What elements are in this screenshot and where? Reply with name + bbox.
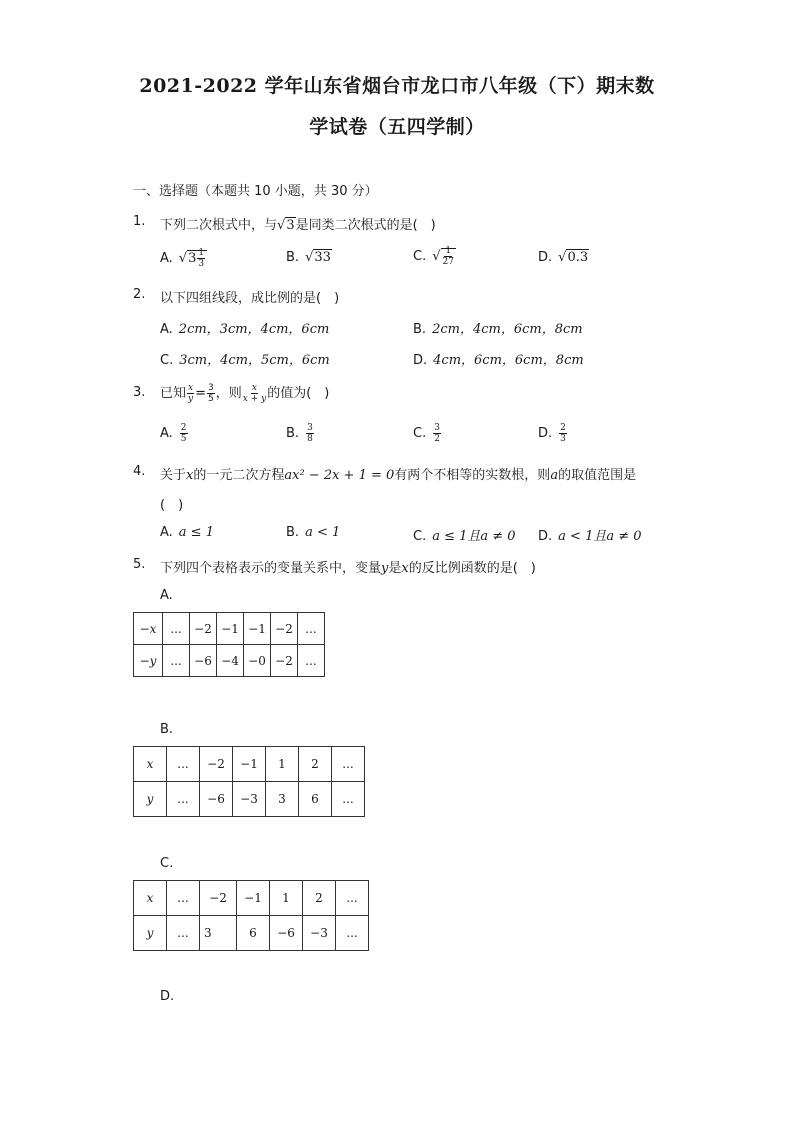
q2-option-d[interactable] [413, 349, 584, 368]
variable-x: x [401, 561, 409, 576]
question-text-mid: 是 [388, 561, 402, 576]
table-cell: −1 [244, 613, 271, 645]
fraction-3-over-5 [207, 383, 215, 404]
numerator: 3 [208, 383, 214, 393]
table-cell: −1 [217, 613, 244, 645]
q1-option-d[interactable] [538, 250, 589, 265]
option-label: D. [538, 529, 553, 544]
option-text: 3cm，4cm，5cm，6cm [179, 353, 330, 368]
question-4-line2: ( ) [160, 498, 184, 513]
question-number: 4. [133, 464, 146, 479]
q3-option-b[interactable] [286, 423, 315, 444]
question-text-pre: 关于 [160, 468, 187, 483]
option-text: a ≤ 1 [178, 525, 214, 540]
table-cell: ... [167, 782, 200, 817]
table-cell: 6 [237, 916, 270, 951]
table-cell: ... [167, 747, 200, 782]
sqrt-expression: √ $\frac{1}{27}$ [432, 246, 454, 267]
question-number: 2. [133, 287, 146, 302]
option-label: C. [413, 426, 427, 441]
q4-option-c[interactable] [413, 525, 516, 544]
option-label: C. [160, 856, 174, 871]
q3-option-a[interactable] [160, 423, 189, 444]
q4-option-b[interactable] [286, 525, 340, 540]
table-cell: 3 [200, 916, 237, 951]
option-label: A. [160, 251, 173, 266]
table-cell: ... [298, 613, 325, 645]
radicand [187, 248, 207, 269]
denominator: 2 [434, 434, 440, 444]
fraction [443, 246, 454, 267]
numerator: 1 [198, 248, 205, 258]
q1-option-c[interactable] [413, 246, 456, 267]
table-row [134, 916, 369, 951]
fraction-x-over-sum [243, 383, 266, 404]
option-label: B. [160, 722, 174, 737]
question-text-post: 的值为( ) [267, 386, 330, 401]
question-text [160, 382, 329, 404]
table-cell: 6 [299, 782, 332, 817]
table-cell: −2 [190, 613, 217, 645]
table-cell: −2 [271, 613, 298, 645]
numerator: 1 [445, 246, 452, 256]
fraction [180, 423, 188, 444]
fraction [306, 423, 314, 444]
question-text [160, 464, 636, 483]
numerator: x [251, 383, 257, 393]
q2-option-b[interactable] [413, 318, 583, 337]
denominator: 3 [198, 259, 205, 269]
exam-title-line2: 学试卷（五四学制） [309, 116, 485, 138]
question-text: 以下四组线段，成比例的是( ) [160, 291, 340, 306]
fraction [197, 248, 205, 269]
table-cell: −6 [270, 916, 303, 951]
table-cell: 1 [266, 747, 299, 782]
table-cell: −3 [303, 916, 336, 951]
table-cell: −2 [271, 645, 298, 677]
q2-option-c[interactable] [160, 349, 330, 368]
table-cell: ... [336, 916, 369, 951]
question-text [160, 557, 536, 576]
question-number: 3. [133, 385, 146, 400]
numerator: 2 [560, 423, 566, 433]
table-cell: x [134, 747, 167, 782]
option-label: C. [160, 353, 174, 368]
table-cell: 3 [266, 782, 299, 817]
option-label: B. [413, 322, 427, 337]
q5-option-a[interactable] [160, 588, 179, 603]
q5-option-d[interactable] [160, 989, 180, 1004]
radicand: 3 [286, 218, 295, 233]
option-label: A. [160, 588, 173, 603]
exam-title-line1: 2021-2022 学年山东省烟台市龙口市八年级（下）期末数 [139, 75, 655, 97]
table-cell: ... [298, 645, 325, 677]
question-text-pre: 下列四个表格表示的变量关系中，变量 [160, 561, 382, 576]
question-text-pre: 已知 [160, 386, 187, 401]
option-label: A. [160, 426, 173, 441]
radicand: 0.3 [567, 250, 589, 265]
option-label: B. [286, 525, 300, 540]
fraction-x-over-y [187, 383, 194, 404]
option-label: D. [538, 250, 553, 265]
table-cell: ... [163, 613, 190, 645]
numerator: x [188, 383, 194, 393]
section-heading: 一、选择题（本题共 10 小题，共 30 分） [133, 184, 378, 199]
table-cell: −1 [237, 881, 270, 916]
table-row [134, 613, 325, 645]
table-cell: 2 [299, 747, 332, 782]
equals-sign: = [195, 386, 206, 401]
option-label: B. [286, 426, 300, 441]
denominator: 5 [208, 394, 214, 404]
table-cell: −4 [217, 645, 244, 677]
option-label: C. [413, 529, 427, 544]
table-cell: x [134, 881, 167, 916]
sqrt-expression: √0.3 [558, 250, 589, 265]
table-cell: −x [134, 613, 163, 645]
numerator: 2 [180, 423, 187, 433]
denominator: x + y [242, 394, 267, 404]
table-cell: −1 [233, 747, 266, 782]
option-label: D. [538, 426, 553, 441]
option-label: D. [160, 989, 175, 1004]
sqrt-expression: √3 $\frac{1}{3}$ [179, 250, 207, 266]
table-row [134, 782, 365, 817]
q5-option-b[interactable] [160, 722, 179, 737]
variable-a: a [550, 468, 559, 483]
whole-part: 3 [188, 251, 197, 266]
option-label: A. [160, 322, 173, 337]
table-cell: −6 [190, 645, 217, 677]
option-text: 4cm，6cm，6cm，8cm [433, 353, 584, 368]
fraction [433, 423, 441, 444]
q3-option-c[interactable] [413, 423, 442, 444]
q5-table-c [133, 880, 369, 951]
numerator: 3 [307, 423, 313, 433]
table-cell: y [134, 782, 167, 817]
table-cell: ... [163, 645, 190, 677]
sqrt-expression: √3 [277, 218, 295, 233]
radicand [441, 246, 456, 267]
denominator: 3 [560, 434, 566, 444]
option-text: 2cm，3cm，4cm，6cm [178, 322, 330, 337]
option-text: a < 1且a ≠ 0 [558, 529, 642, 544]
denominator: 27 [442, 257, 454, 267]
denominator: y [188, 394, 194, 404]
question-number: 5. [133, 557, 146, 572]
question-text-mid: 有两个不相等的实数根，则 [394, 468, 551, 483]
table-cell: −2 [200, 747, 233, 782]
question-text-mid: 的一元二次方程 [193, 468, 285, 483]
variable-y: y [381, 561, 389, 576]
q1-option-b[interactable] [286, 250, 332, 265]
sqrt-expression: √33 [305, 250, 331, 265]
table-row [134, 747, 365, 782]
table-cell: ... [336, 881, 369, 916]
option-label: C. [413, 249, 427, 264]
option-label: B. [286, 250, 300, 265]
question-text [160, 214, 436, 233]
equation: ax² − 2x + 1 = 0 [284, 468, 395, 483]
option-text: 2cm，4cm，6cm，8cm [432, 322, 583, 337]
table-row [134, 645, 325, 677]
table-cell: −6 [200, 782, 233, 817]
question-text-mid: ，则 [215, 386, 242, 401]
table-cell: 1 [270, 881, 303, 916]
q4-option-d[interactable] [538, 525, 642, 544]
table-cell: ... [332, 782, 365, 817]
table-cell: −2 [200, 881, 237, 916]
fraction [559, 423, 567, 444]
question-text-post: 的反比例函数的是( ) [408, 561, 536, 576]
variable-x: x [186, 468, 194, 483]
option-label: A. [160, 525, 173, 540]
radicand: 33 [314, 250, 331, 265]
question-number: 1. [133, 214, 146, 229]
option-text: a < 1 [305, 525, 341, 540]
q2-option-a[interactable] [160, 318, 329, 337]
table-row [134, 881, 369, 916]
question-text-post: 的取值范围是 [558, 468, 637, 483]
question-text-pre: 下列二次根式中，与 [160, 218, 278, 233]
q3-option-d[interactable] [538, 423, 568, 444]
denominator: 8 [307, 434, 313, 444]
q5-table-b [133, 746, 365, 817]
table-cell: −0 [244, 645, 271, 677]
table-cell: y [134, 916, 167, 951]
q4-option-a[interactable] [160, 525, 214, 540]
table-cell: ... [167, 916, 200, 951]
table-cell: ... [167, 881, 200, 916]
table-cell: −y [134, 645, 163, 677]
table-cell: ... [332, 747, 365, 782]
q5-option-c[interactable] [160, 856, 179, 871]
table-cell: −3 [233, 782, 266, 817]
option-label: D. [413, 353, 428, 368]
question-text-post: 是同类二次根式的是( ) [295, 218, 436, 233]
option-text: a ≤ 1且a ≠ 0 [432, 529, 516, 544]
q1-option-a[interactable] [160, 248, 207, 269]
numerator: 3 [434, 423, 440, 433]
denominator: 5 [180, 434, 187, 444]
q5-table-a [133, 612, 325, 677]
table-cell: 2 [303, 881, 336, 916]
